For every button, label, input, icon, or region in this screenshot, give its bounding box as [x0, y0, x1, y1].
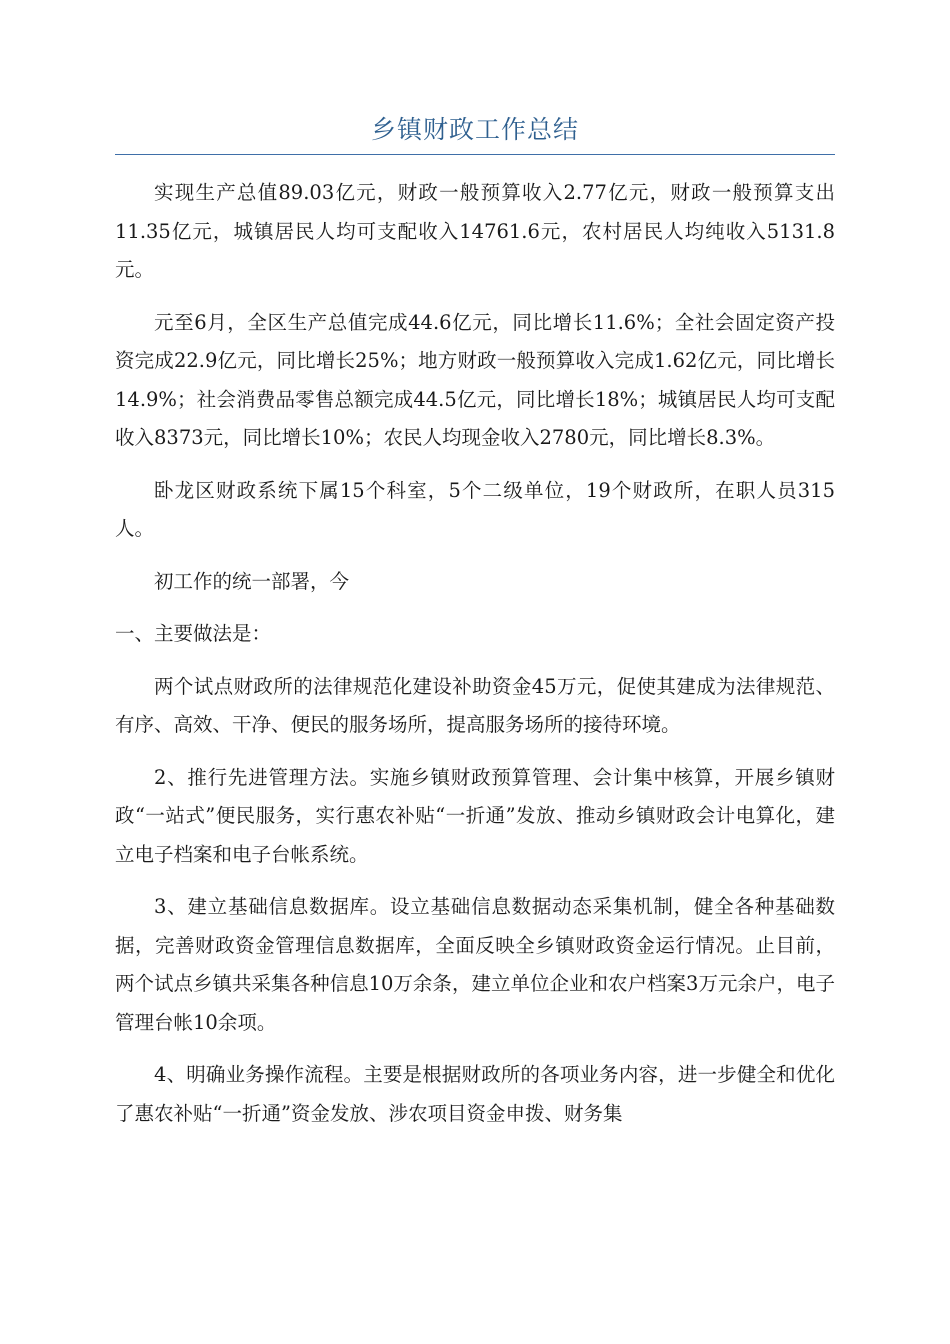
paragraph-5: 两个试点财政所的法律规范化建设补助资金45万元，促使其建成为法律规范、有序、高效、干净、便民的服务场所，提高服务场所的接待环境。 [115, 674, 835, 736]
section-heading: 一、主要做法是： [115, 622, 272, 645]
paragraph-1: 实现生产总值89.03亿元，财政一般预算收入2.77亿元，财政一般预算支出11.35亿元，城镇居民人均可支配收入14761.6元，农村居民人均纯收入5131.8元。 [115, 181, 835, 281]
paragraph-4: 初工作的统一部署，今 [154, 569, 350, 593]
paragraph-7: 3、建立基础信息数据库。设立基础信息数据动态采集机制，健全各种基础数据，完善财政资金管理信息数据库，全面反映全乡镇财政资金运行情况。止目前，两个试点乡镇共采集各种信息10万余条，建立单位企业和农户档案3万元余户，电子管理台帐10余项。 [115, 895, 835, 1034]
paragraph-3: 卧龙区财政系统下属15个科室，5个二级单位，19个财政所，在职人员315人。 [115, 478, 835, 540]
paragraph-2: 元至6月，全区生产总值完成44.6亿元，同比增长11.6%；全社会固定资产投资完成22.9亿元，同比增长25%；地方财政一般预算收入完成1.62亿元，同比增长14.9%；社会消费品零售总额完成44.5亿元，同比增长18%；城镇居民人均可支配收入8373元，同比增长10%；农民人均现金收入2780元，同比增长8.3%。 [115, 310, 835, 449]
title-underline [115, 154, 835, 155]
page-title: 乡镇财政工作总结 [370, 115, 579, 144]
paragraph-8: 4、明确业务操作流程。主要是根据财政所的各项业务内容，进一步健全和优化了惠农补贴“一折通”资金发放、涉农项目资金申拨、财务集 [115, 1063, 835, 1125]
paragraph-6: 2、推行先进管理方法。实施乡镇财政预算管理、会计集中核算，开展乡镇财政“一站式”便民服务，实行惠农补贴“一折通”发放、推动乡镇财政会计电算化，建立电子档案和电子台帐系统。 [115, 765, 835, 866]
document-body [115, 174, 835, 1147]
